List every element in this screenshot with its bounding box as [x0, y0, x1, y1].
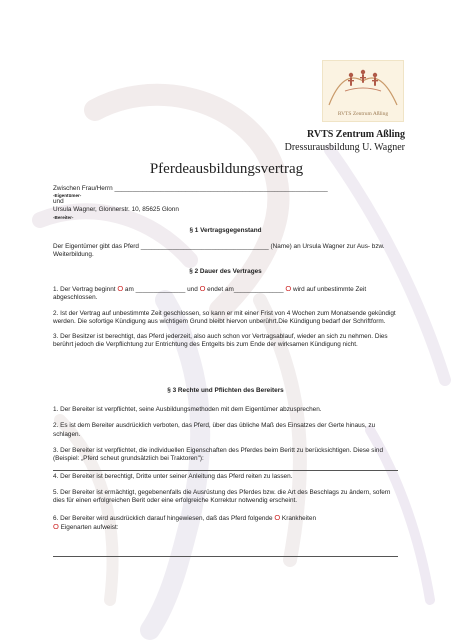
section-3-paragraph-2: 2. Es ist dem Bereiter ausdrücklich verboten, das Pferd, über das übliche Maß des Einsatzes der Gerte hinaus, zu schlagen.: [53, 422, 376, 438]
section-2: [53, 268, 398, 349]
organization-name: RVTS Zentrum Aßling: [306, 129, 405, 140]
trainer-line: Ursula Wagner, Glonnerstr. 10, 85625 Glonn: [53, 206, 179, 214]
characteristics-answer-line[interactable]: [53, 470, 398, 471]
peculiarities-option-circle[interactable]: O: [53, 521, 59, 531]
section-3-p6-text-a: 6. Der Bereiter wird ausdrücklich darauf hingewiesen, daß das Pferd folgende: [53, 514, 275, 522]
section-3-paragraph-1: 1. Der Bereiter ist verpflichtet, seine Ausbildungsmethoden mit dem Eigentümer abzusprechen.: [53, 406, 322, 414]
section-2-paragraph-3: 3. Der Besitzer ist berechtigt, das Pferd jederzeit, also auch schon vor Vertragsablauf, wieder an sich zu nehmen. Dies berührt jedoch die Verpflichtung zur Entrichtung des Entgelts bis zum Ende der wirksamen Kündigung nicht.: [53, 333, 388, 349]
section-3-paragraph-6: [53, 514, 398, 532]
section-1-heading: § 1 Vertragsgegenstand: [189, 227, 262, 234]
owner-line: Zwischen Frau/Herrn ____________________________________________________________: [53, 185, 328, 192]
section-2-p1-text-a: 1. Der Vertrag beginnt: [53, 286, 118, 294]
section-3-paragraph-5: 5. Der Bereiter ist ermächtigt, gegebenenfalls die Ausrüstung des Pferdes bzw. die Art des Beschlags zu ändern, sofern dies für einen erfolgreichen Berit oder eine erfolgreiche Korrektur notwendig erscheint.: [53, 489, 391, 505]
section-1: [53, 227, 398, 260]
section-3-paragraph-4: 4. Der Bereiter ist berechtigt, Dritte unter seiner Anleitung das Pferd reiten zu lassen.: [53, 473, 293, 480]
section-3-p6-text-c: Eigenarten aufweist:: [58, 523, 119, 531]
section-2-paragraph-2: 2. Ist der Vertrag auf unbestimmte Zeit geschlossen, so kann er mit einer Frist von 4 Wochen zum Monatsende gekündigt werden. Die sofortige Kündigung aus wichtigem Grund bleibt hiervon unberührt.Die Kündigung bedarf der Schriftform.: [53, 309, 396, 325]
and-text: und: [53, 198, 64, 206]
start-date-option-circle[interactable]: O: [117, 284, 124, 294]
section-3: [53, 387, 398, 463]
section-2-heading: § 2 Dauer des Vertrages: [189, 268, 262, 275]
diseases-option-circle[interactable]: O: [274, 512, 281, 522]
parties-block: [53, 185, 398, 220]
section-2-p1-text-b: am ______________ und: [123, 286, 200, 294]
section-1-text: Der Eigentümer gibt das Pferd ____________________________________ (Name) an Ursula Wagner zur Aus- bzw. Weiterbildung.: [53, 243, 385, 259]
conditions-answer-line[interactable]: [53, 556, 398, 557]
rider-figures-icon: [323, 61, 403, 109]
logo-text: RVTS Zentrum Aßling: [337, 111, 389, 117]
logo: [322, 60, 404, 122]
end-date-option-circle[interactable]: O: [199, 284, 206, 294]
unlimited-option-circle[interactable]: O: [285, 284, 292, 294]
organization-subtitle: Dressurausbildung U. Wagner: [284, 142, 405, 153]
section-3-paragraph-3: 3. Der Bereiter ist verpflichtet, die individuellen Eigenschaften des Pferdes beim Beritt zu berücksichtigen. Diese sind (Beispiel: „Pferd scheut grundsätzlich bei Traktoren"):: [53, 446, 383, 463]
section-2-p1-text-c: endet am______________: [205, 286, 286, 294]
section-2-paragraph-1: [53, 285, 398, 302]
section-3-continued: [53, 473, 398, 532]
trainer-label: -Bereiter-: [53, 214, 74, 220]
section-2-p1-text-d: wird auf unbestimmte Zeit abgeschlossen.: [53, 286, 367, 302]
section-3-heading: § 3 Rechte und Pflichten des Bereiters: [167, 387, 284, 394]
owner-label: -Eigentümer-: [53, 193, 82, 199]
section-3-p6-text-b: Krankheiten: [280, 514, 317, 522]
document-title: Pferdeausbildungsvertrag: [149, 161, 304, 177]
organization-header: [285, 128, 405, 154]
